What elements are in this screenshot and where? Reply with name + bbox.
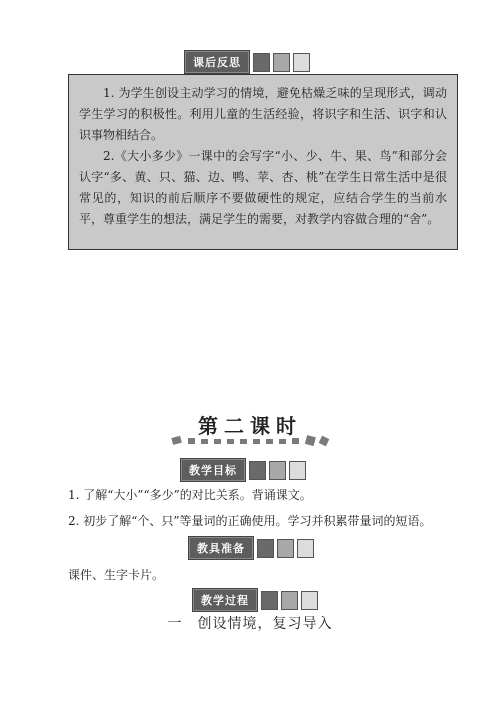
process-step-1-title: 一 创设情境，复习导入 bbox=[167, 616, 333, 632]
objectives-header bbox=[180, 458, 306, 482]
decor-square bbox=[281, 591, 298, 610]
lesson-title: 第二课时 bbox=[198, 414, 302, 438]
materials-label: 教具准备 bbox=[188, 536, 254, 560]
reflection-box bbox=[68, 74, 458, 250]
reflection-header bbox=[184, 50, 310, 74]
decor-square bbox=[301, 591, 318, 610]
decor-square bbox=[253, 53, 270, 72]
reflection-label: 课后反思 bbox=[184, 50, 250, 74]
objectives-label: 教学目标 bbox=[180, 458, 246, 482]
decor-square bbox=[277, 539, 294, 558]
materials-header bbox=[188, 536, 314, 560]
decor-square bbox=[269, 461, 286, 480]
decor-square bbox=[273, 53, 290, 72]
dash-decoration bbox=[170, 434, 330, 448]
decor-square bbox=[261, 591, 278, 610]
decor-square bbox=[257, 539, 274, 558]
materials-text: 课件、生字卡片。 bbox=[68, 568, 165, 582]
reflection-paragraph-1: 1. 为学生创设主动学习的情境，避免枯燥乏味的呈现形式，调动学生学习的积极性。利用儿童的生活经验，将识字和生活、识字和认识事物相结合。 bbox=[79, 86, 447, 142]
reflection-paragraph-2: 2.《大小多少》一课中的会写字“小、少、牛、果、鸟”和部分会认字“多、黄、只、猫、边、鸭、苹、杏、桃”在学生日常生活中是很常见的，知识的前后顺序不要做硬性的规定，应结合学生的当前水平，尊重学生的想法，满足学生的需要，对教学内容做合理的“舍”。 bbox=[79, 149, 447, 226]
decor-square bbox=[293, 53, 310, 72]
process-header bbox=[192, 588, 318, 612]
process-label: 教学过程 bbox=[192, 588, 258, 612]
objective-item-1: 1. 了解“大小”“多少”的对比关系。背诵课文。 bbox=[68, 488, 312, 502]
decor-square bbox=[289, 461, 306, 480]
decor-square bbox=[249, 461, 266, 480]
objective-item-2: 2. 初步了解“个、只”等量词的正确使用。学习并积累带量词的短语。 bbox=[68, 514, 432, 528]
decor-square bbox=[297, 539, 314, 558]
